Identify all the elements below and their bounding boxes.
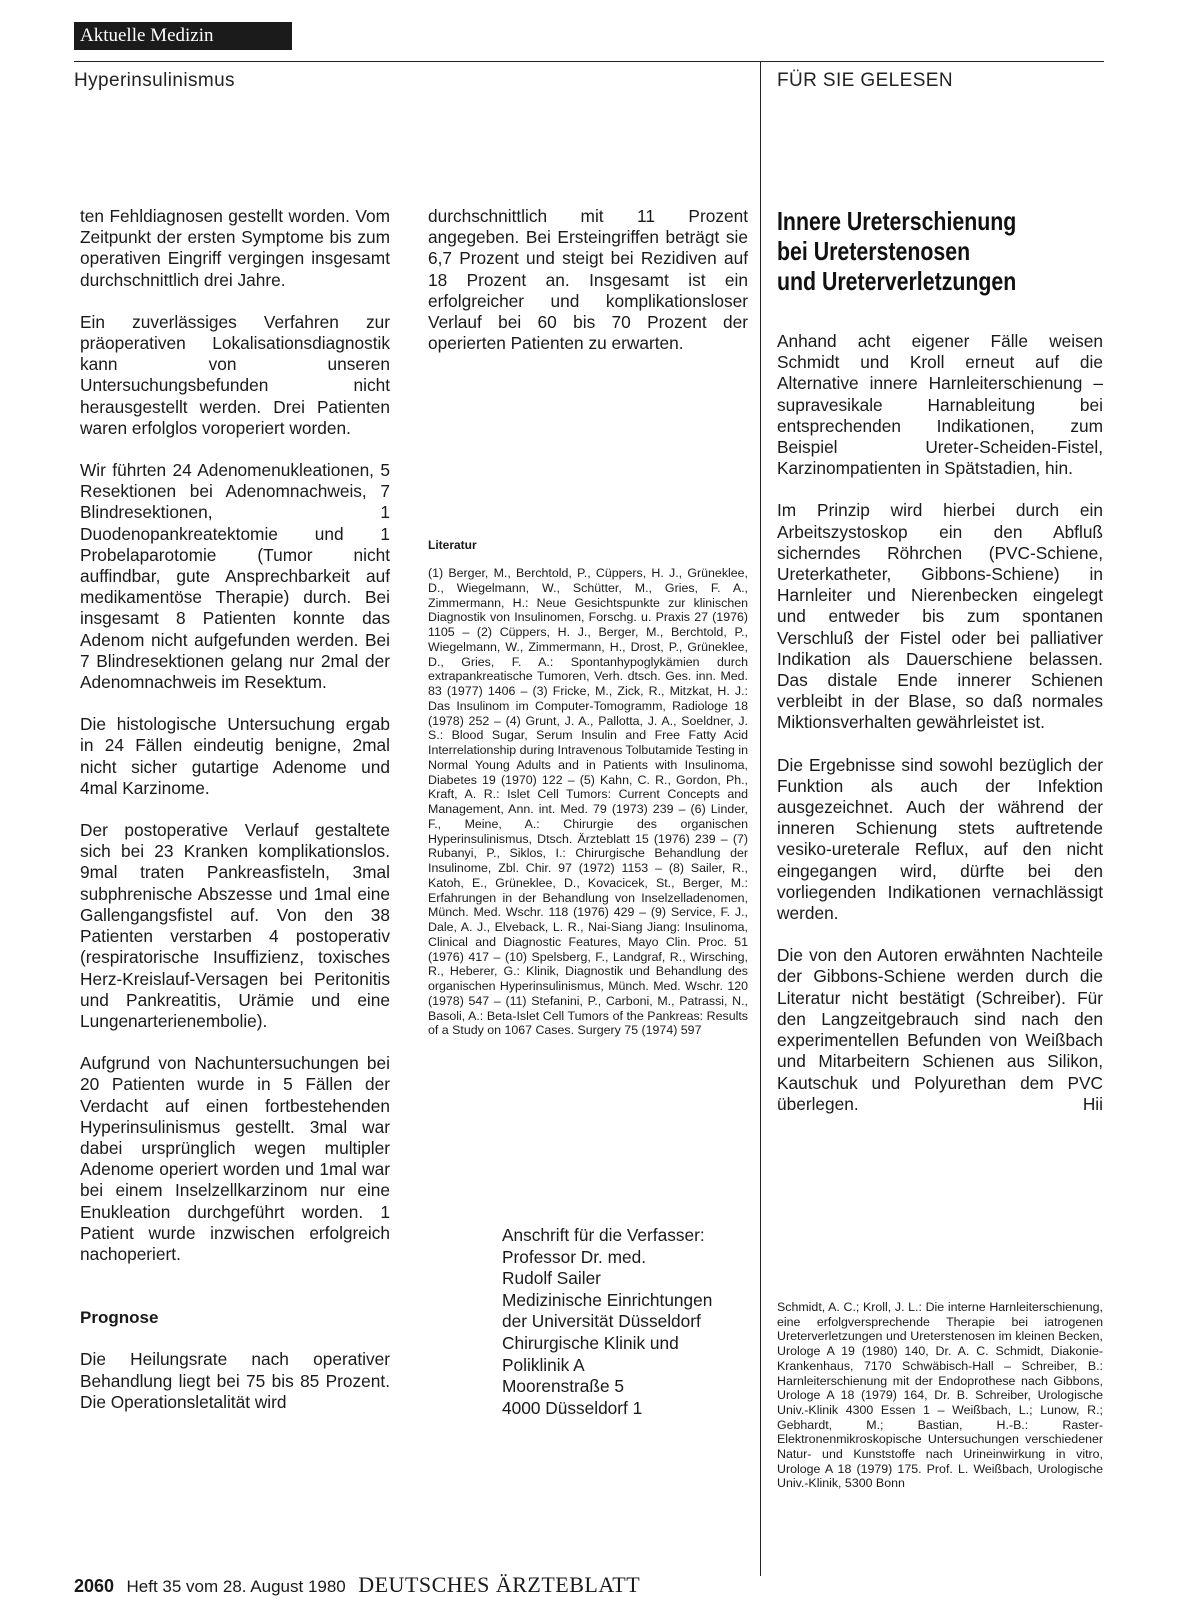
- body-paragraph: [777, 945, 1103, 1115]
- column-3: [777, 331, 1103, 1115]
- address-line: Moorenstraße 5: [502, 1376, 624, 1397]
- body-paragraph: Der postoperative Verlauf gestaltete sich bei 23 Kranken komplikationslos. 9mal traten Pankreasfisteln, 3mal subphrenische Abszesse und 1mal eine Gallengangsfistel auf. Von den 38 Patienten verstarben 4 postoperativ (respiratorische Insuffizienz, toxisches Herz-Kreislauf-Versagen bei Peritonitis und Pankreatitis, Urämie und eine Lungenarterienembolie).: [80, 820, 390, 1031]
- body-paragraph: Ein zuverlässiges Verfahren zur präoperativen Lokalisationsdiagnostik kann von unseren Untersuchungsbefunden nicht herausgestellt werden. Drei Patienten waren erfolglos voroperiert worden.: [80, 311, 390, 438]
- header-rule: [74, 61, 1104, 62]
- section-tag: Aktuelle Medizin: [74, 22, 292, 50]
- page-footer: [74, 1572, 640, 1598]
- headline-line: und Ureterverletzungen: [777, 266, 1017, 296]
- column-divider: [760, 61, 761, 1576]
- address-line: 4000 Düsseldorf 1: [502, 1397, 643, 1418]
- author-address: [502, 1225, 712, 1419]
- address-line: Chirurgische Klinik und: [502, 1332, 679, 1353]
- address-line: Medizinische Einrichtungen: [502, 1289, 713, 1310]
- body-paragraph: Im Prinzip wird hierbei durch ein Arbeitszystoskop ein den Abfluß sicherndes Röhrchen (PVC-Schiene, Ureterkatheter, Gibbons-Schiene) in Harnleiter und Nierenbecken eingelegt und entweder bis zum spontanen Verschluß der Fistel oder bei palliativer Indikation als Dauerschiene belassen. Das distale Ende innerer Schienen verbleibt in der Blase, so daß normales Miktionsverhalten gewährleistet ist.: [777, 500, 1103, 733]
- body-paragraph: ten Fehldiagnosen gestellt worden. Vom Zeitpunkt der ersten Symptome bis zum operativen Eingriff vergingen insgesamt durchschnittlich drei Jahre.: [80, 206, 390, 290]
- address-line: Professor Dr. med.: [502, 1246, 647, 1267]
- column-2: [428, 206, 748, 354]
- address-line: Poliklinik A: [502, 1354, 585, 1375]
- body-paragraph: durchschnittlich mit 11 Prozent angegeben. Bei Ersteingriffen beträgt sie 6,7 Prozent und steigt bei Rezidiven auf 18 Prozent an. Insgesamt ist ein erfolgreicher und komplikationsloser Verlauf bei 60 bis 70 Prozent der operierten Patienten zu erwarten.: [428, 206, 748, 354]
- literature-list: (1) Berger, M., Berchtold, P., Cüppers, H. J., Grüneklee, D., Wiegelmann, W., Schütter, M., Gries, F. A., Zimmermann, H.: Neue Gesichtspunkte zur klinischen Diagnostik von Insulinomen, Forschg. u. Praxis 27 (1976) 1105 – (2) Cüppers, H. J., Berger, M., Berchtold, P., Wiegelmann, W., Zimmermann, H., Drost, P., Grüneklee, D., Gries, F. A.: Spontanhypoglykämien durch extrapankreatische Tumoren, Verh. dtsch. Ges. inn. Med. 83 (1977) 1406 – (3) Fricke, M., Zick, R., Mitzkat, H. J.: Das Insulinom im Computer-Tomogramm, Radiologe 18 (1978) 252 – (4) Grunt, J. A., Pallotta, J. A., Soeldner, J. S.: Blood Sugar, Serum Insulin and Free Fatty Acid Interrelationship during Intravenous Tolbutamide Testing in Normal Young Adults and in Patients with Insulinoma, Diabetes 19 (1970) 122 – (5) Kahn, C. R., Gordon, Ph., Kraft, A. R.: Islet Cell Tumors: Current Concepts and Management, Ann. int. Med. 79 (1973) 239 – (6) Linder, F., Meine, A.: Chirurgie des organischen Hyperinsulinismus, Dtsch. Ärzteblatt 15 (1976) 239 – (7) Rubanyi, P., Siklos, I.: Chirurgische Behandlung der Insulinome, Zbl. Chir. 97 (1972) 1153 – (8) Sailer, R., Katoh, E., Grüneklee, D., Kovacicek, St., Berger, M.: Erfahrungen in der Behandlung von Inselzelladenomen, Münch. Med. Wschr. 118 (1976) 429 – (9) Service, F. J., Dale, A. J., Elveback, L. R., Nai-Siang Jiang: Insulinoma, Clinical and Diagnostic Features, Mayo Clin. Proc. 51 (1976) 417 – (10) Spelsberg, F., Landgraf, R., Wirsching, R., Heberer, G.: Klinik, Diagnostik und Behandlung des organischen Hyperinsulinismus, Münch. Med. Wschr. 120 (1978) 547 – (11) Stefanini, P., Carboni, M., Patrassi, N., Basoli, A.: Beta-Islet Cell Tumors of the Pankreas: Results of a Study on 1067 Cases. Surgery 75 (1974) 597: [428, 566, 748, 1038]
- right-running-head: FÜR SIE GELESEN: [777, 70, 953, 91]
- left-running-head: Hyperinsulinismus: [74, 70, 235, 91]
- page-number: 2060: [74, 1576, 115, 1596]
- issue-info: Heft 35 vom 28. August 1980: [126, 1577, 346, 1596]
- body-paragraph: Die Ergebnisse sind sowohl bezüglich der Funktion als auch der Infektion ausgezeichnet. Auch der während der inneren Schienung stets auftretende vesiko-ureterale Reflux, auf den nicht eingegangen wird, dürfte bei den vorliegenden Indikationen vernachlässigt werden.: [777, 754, 1103, 924]
- article-headline: [777, 206, 1048, 296]
- section-subheading: Prognose: [80, 1308, 159, 1328]
- address-line: Rudolf Sailer: [502, 1268, 601, 1289]
- article-references: Schmidt, A. C.; Kroll, J. L.: Die interne Harnleiterschienung, eine erfolgversprechende Therapie bei iatrogenen Ureterverletzungen und Ureterstenosen im kleinen Becken, Urologe A 19 (1980) 140, Dr. A. C. Schmidt, Diakonie-Krankenhaus, 7170 Schwäbisch-Hall – Schreiber, B.: Harnleiterschienung mit der Endoprothese nach Gibbons, Urologe A 18 (1979) 164, Dr. B. Schreiber, Urologische Univ.-Klinik 4300 Essen 1 – Weißbach, L.; Lunow, R.; Gebhardt, M.; Bastian, H.-B.: Raster-Elektronenmikroskopische Untersuchungen verschiedener Natur- und Kunststoffe nach Urineinwirkung in vitro, Urologe A 18 (1979) 175. Prof. L. Weißbach, Urologische Univ.-Klinik, 5300 Bonn: [777, 1300, 1103, 1491]
- headline-line: Innere Ureterschienung: [777, 206, 1017, 236]
- body-paragraph: Anhand acht eigener Fälle weisen Schmidt und Kroll erneut auf die Alternative innere Harnleiterschienung – supravesikale Harnableitung bei entsprechenden Indikationen, zum Beispiel Ureter-Scheiden-Fistel, Karzinompatienten in Spätstadien, hin.: [777, 331, 1103, 479]
- address-line: Anschrift für die Verfasser:: [502, 1225, 705, 1245]
- address-line: der Universität Düsseldorf: [502, 1311, 701, 1332]
- body-paragraph: Die Heilungsrate nach operativer Behandlung liegt bei 75 bis 85 Prozent. Die Operationsletalität wird: [80, 1349, 390, 1412]
- column-1: [80, 206, 390, 1413]
- literature-heading: Literatur: [428, 538, 477, 552]
- headline-line: bei Ureterstenosen: [777, 236, 971, 266]
- body-paragraph: Aufgrund von Nachuntersuchungen bei 20 Patienten wurde in 5 Fällen der Verdacht auf einen fortbestehenden Hyperinsulinismus gestellt. 3mal war dabei ursprünglich wegen multipler Adenome operiert worden und 1mal war bei einem Inselzellkarzinom nur eine Enukleation durchgeführt worden. 1 Patient wurde inzwischen erfolgreich nachoperiert.: [80, 1053, 390, 1264]
- journal-name: DEUTSCHES ÄRZTEBLATT: [358, 1572, 641, 1597]
- author-signature: Hii: [1082, 1093, 1103, 1114]
- body-paragraph-text: Die von den Autoren erwähnten Nachteile der Gibbons-Schiene werden durch die Literatur nicht bestätigt (Schreiber). Für den Langzeitgebrauch sind nach den experimentellen Befunden von Weißbach und Mitarbeitern Schienen aus Silikon, Kautschuk und Polyurethan dem PVC überlegen.: [777, 945, 1103, 1114]
- body-paragraph: Wir führten 24 Adenomenukleationen, 5 Resektionen bei Adenomnachweis, 7 Blindresektionen, 1 Duodenopankreatektomie und 1 Probelaparotomie (Tumor nicht auffindbar, gute Ansprechbarkeit auf medikamentöse Therapie) durch. Bei insgesamt 8 Patienten konnte das Adenom nicht aufgefunden werden. Bei 7 Blindresektionen gelang nur 2mal der Adenomnachweis im Resektum.: [80, 460, 390, 693]
- body-paragraph: Die histologische Untersuchung ergab in 24 Fällen eindeutig benigne, 2mal nicht sicher gutartige Adenome und 4mal Karzinome.: [80, 714, 390, 798]
